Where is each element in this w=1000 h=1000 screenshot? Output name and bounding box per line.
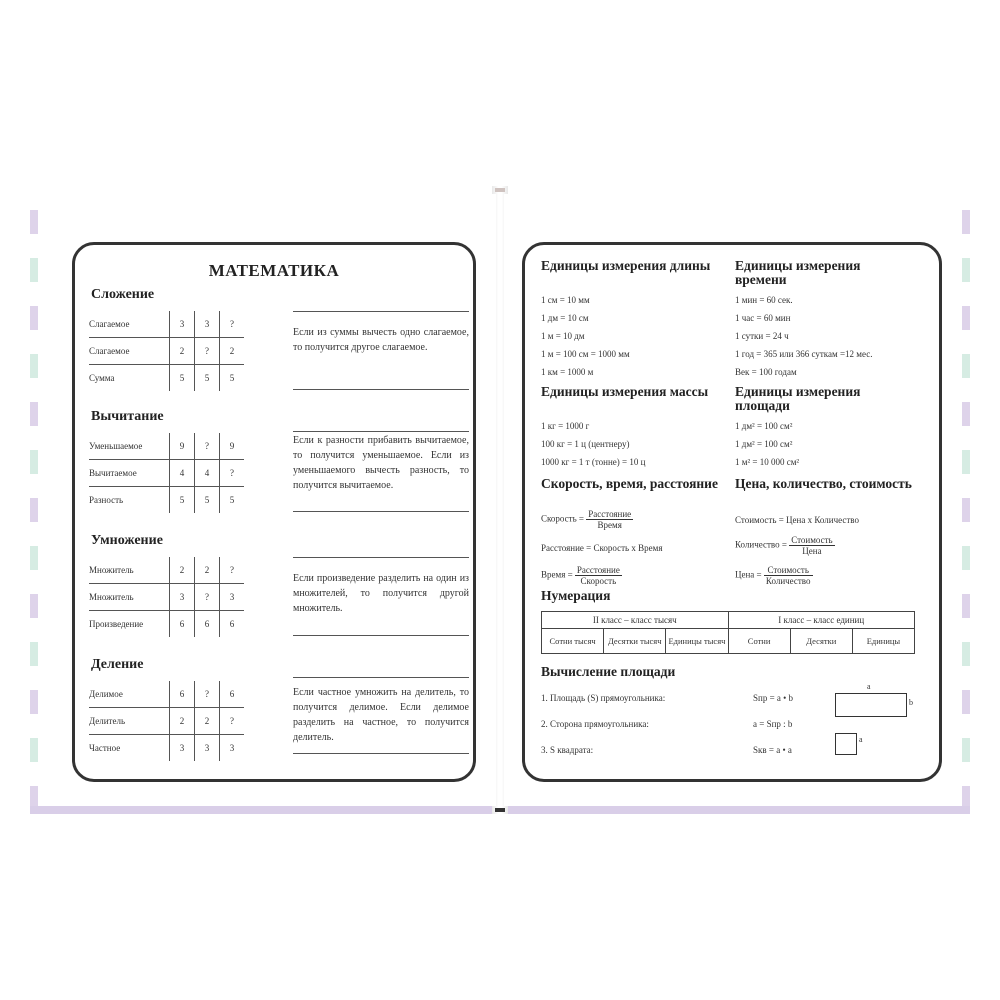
numeration-heading: Нумерация	[541, 588, 611, 603]
table-row: Сумма 5 5 5	[89, 365, 244, 391]
mass-line: 1 кг = 1000 г	[541, 421, 590, 431]
table-row: Вычитаемое 4 4 ?	[89, 460, 244, 487]
multiplication-table	[89, 557, 244, 637]
price-formula: Цена = $\frac{\text{Стоимость}}{\text{Количество}}$	[735, 565, 811, 586]
table-row: Частное 3 3 3	[89, 735, 244, 761]
place-cell: Единицы	[866, 636, 901, 646]
section-heading-multiplication: Умножение	[91, 533, 163, 548]
open-notebook	[30, 186, 970, 814]
area-calc-formula: Sкв = a • a	[753, 745, 792, 755]
section-heading-division: Деление	[91, 657, 144, 672]
place-cell: Десятки	[791, 629, 853, 653]
class-units: I класс – класс единиц	[778, 615, 865, 625]
mass-line: 1000 кг = 1 т (тонне) = 10 ц	[541, 457, 646, 467]
class-thousands: II класс – класс тысяч	[542, 612, 729, 628]
table-row: Делимое 6 ? 6	[89, 681, 244, 708]
table-row: Множитель 3 ? 3	[89, 584, 244, 611]
place-cell: Единицы тысяч	[666, 629, 728, 653]
area-line: 1 м² = 10 000 см²	[735, 457, 800, 467]
mass-units-heading: Единицы измерения массы	[541, 384, 709, 399]
rule-line	[293, 753, 469, 754]
rule-line	[293, 511, 469, 512]
table-row: Разность 5 5 5	[89, 487, 244, 513]
mass-line: 100 кг = 1 ц (центнеру)	[541, 439, 630, 449]
length-line: 1 км = 1000 м	[541, 367, 594, 377]
rule-line	[293, 635, 469, 636]
addition-table	[89, 311, 244, 391]
time-formula: Время = $\frac{\text{Расстояние}}{\text{Скорость}}$	[541, 565, 620, 586]
section-heading-addition: Сложение	[91, 287, 155, 302]
place-cell: Сотни тысяч	[542, 629, 604, 653]
table-row: Слагаемое 2 ? 2	[89, 338, 244, 365]
square-side-label: a	[859, 735, 863, 744]
quantity-formula: Количество = $\frac{\text{Стоимость}}{\text{Цена}}$	[735, 535, 833, 556]
rule-line	[293, 311, 469, 312]
area-line: 1 дм² = 100 см²	[735, 421, 793, 431]
cost-formula: Стоимость = Цена х Количество	[735, 515, 859, 525]
subtraction-table	[89, 433, 244, 513]
spine-mark-bottom	[495, 808, 505, 812]
rect-side-b-label: b	[909, 698, 913, 707]
speed-formula: Скорость = $\frac{\text{Расстояние}}{\text{Время}}$	[541, 509, 632, 530]
length-line: 1 дм = 10 см	[541, 313, 589, 323]
rect-side-a-label: a	[867, 682, 871, 691]
rectangle-diagram	[835, 693, 907, 717]
right-page	[504, 194, 962, 806]
square-diagram	[835, 733, 857, 755]
area-calc-text: 2. Сторона прямоугольника:	[541, 719, 649, 729]
place-cell: Десятки тысяч	[604, 629, 666, 653]
area-calc-formula: a = Sпр : b	[753, 719, 793, 729]
table-row: Множитель 2 2 ?	[89, 557, 244, 584]
subtraction-rule: Если к разности прибавить вычитаемое, то получится уменьшаемое. Если из уменьшаемого вычесть разность, то получится вычитаемое.	[293, 435, 469, 491]
left-page	[38, 194, 496, 806]
length-units-heading: Единицы измерения длины	[541, 258, 711, 273]
numeration-table	[541, 611, 915, 654]
area-line: 1 дм² = 100 см²	[735, 439, 793, 449]
spine-mark-top	[495, 188, 505, 192]
table-row: Уменьшаемое 9 ? 9	[89, 433, 244, 460]
time-line: Век = 100 годам	[735, 367, 797, 377]
rule-line	[293, 431, 469, 432]
rule-line	[293, 677, 469, 678]
length-line: 1 м = 10 дм	[541, 331, 585, 341]
reference-panel	[522, 242, 942, 782]
time-units-heading: Единицы измерения времени	[735, 258, 861, 287]
page-title: МАТЕМАТИКА	[208, 261, 340, 280]
division-table	[89, 681, 244, 761]
time-line: 1 год = 365 или 366 суткам =12 мес.	[735, 349, 873, 359]
addition-rule: Если из суммы вычесть одно слагаемое, то получится другое слагаемое.	[293, 327, 469, 353]
multiplication-rule: Если произведение разделить на один из множителей, то получится другой множитель.	[293, 573, 469, 614]
distance-formula: Расстояние = Скорость х Время	[541, 543, 663, 553]
time-line: 1 час = 60 мин	[735, 313, 791, 323]
area-calc-heading: Вычисление площади	[541, 664, 676, 679]
table-row: Произведение 6 6 6	[89, 611, 244, 637]
table-row: Слагаемое 3 3 ?	[89, 311, 244, 338]
division-rule: Если частное умножить на делитель, то получится делимое. Если делимое разделить на частное, то получится делитель.	[293, 687, 469, 743]
math-panel	[72, 242, 476, 782]
area-calc-text: 1. Площадь (S) прямоугольника:	[541, 693, 666, 703]
section-heading-subtraction: Вычитание	[91, 409, 164, 424]
area-units-heading: Единицы измерения площади	[735, 384, 861, 413]
rule-line	[293, 389, 469, 390]
price-heading: Цена, количество, стоимость	[735, 476, 912, 491]
place-cell: Сотни	[729, 629, 791, 653]
time-line: 1 сутки = 24 ч	[735, 331, 789, 341]
rule-line	[293, 557, 469, 558]
area-calc-formula: Sпр = a • b	[753, 693, 794, 703]
time-line: 1 мин = 60 сек.	[735, 295, 793, 305]
length-line: 1 м = 100 см = 1000 мм	[541, 349, 630, 359]
speed-heading: Скорость, время, расстояние	[541, 476, 718, 491]
table-row: Делитель 2 2 ?	[89, 708, 244, 735]
area-calc-text: 3. S квадрата:	[541, 745, 594, 755]
length-line: 1 см = 10 мм	[541, 295, 590, 305]
